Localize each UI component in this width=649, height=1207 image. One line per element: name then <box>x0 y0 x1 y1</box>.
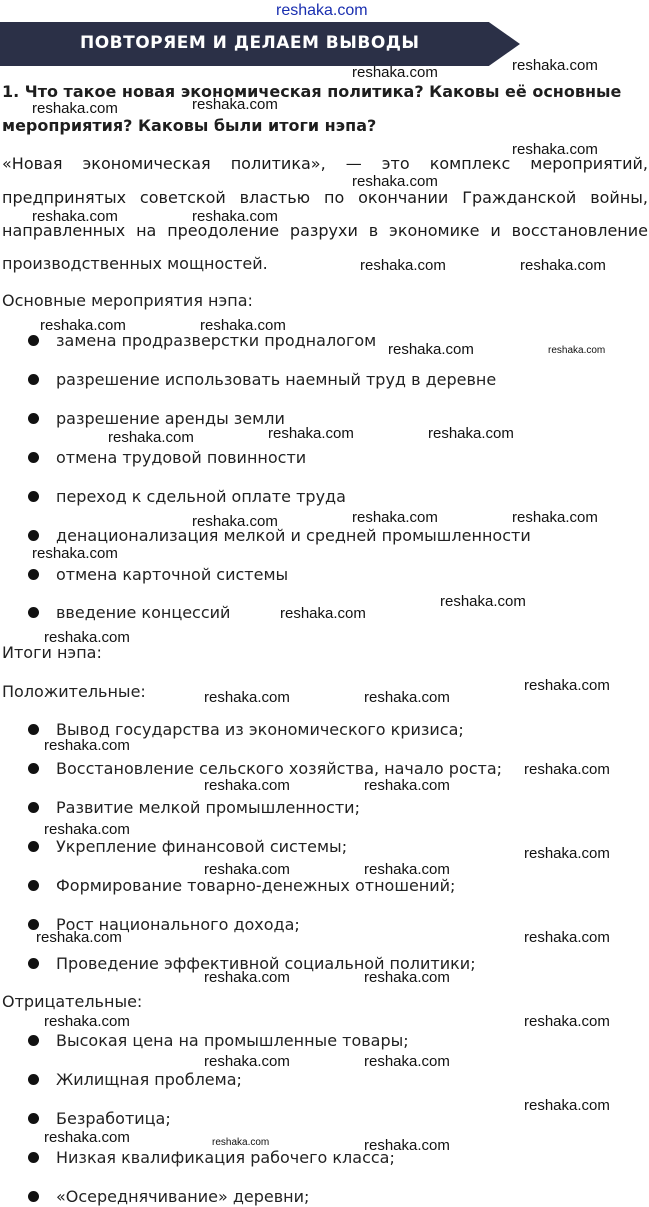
watermark: reshaka.com <box>512 509 598 526</box>
bullet-icon <box>28 841 39 852</box>
watermark: reshaka.com <box>364 1053 450 1070</box>
bullet-icon <box>28 724 39 735</box>
watermark: reshaka.com <box>360 257 446 274</box>
list-item: введение концессий <box>28 603 230 622</box>
measures-heading: Основные мероприятия нэпа: <box>2 291 253 310</box>
watermark: reshaka.com <box>440 593 526 610</box>
definition-line-2: предпринятых советской властью по окончании Гражданской войны, <box>2 188 648 207</box>
definition-line-4: производственных мощностей. <box>2 254 268 273</box>
watermark: reshaka.com <box>44 1013 130 1030</box>
watermark: reshaka.com <box>212 1137 270 1148</box>
watermark: reshaka.com <box>44 629 130 646</box>
watermark: reshaka.com <box>364 969 450 986</box>
list-item: Низкая квалификация рабочего класса; <box>28 1148 395 1167</box>
bullet-icon <box>28 1074 39 1085</box>
definition-line-3: направленных на преодоление разрухи в экономике и восстановление <box>2 221 648 240</box>
watermark: reshaka.com <box>352 173 438 190</box>
bullet-icon <box>28 491 39 502</box>
watermark: reshaka.com <box>44 737 130 754</box>
watermark: reshaka.com <box>524 1097 610 1114</box>
watermark: reshaka.com <box>40 317 126 334</box>
watermark: reshaka.com <box>192 96 278 113</box>
watermark: reshaka.com <box>44 1129 130 1146</box>
watermark: reshaka.com <box>352 64 438 81</box>
watermark: reshaka.com <box>524 761 610 778</box>
watermark: reshaka.com <box>192 513 278 530</box>
bullet-icon <box>28 880 39 891</box>
bullet-icon <box>28 335 39 346</box>
list-item: отмена трудовой повинности <box>28 448 306 467</box>
watermark: reshaka.com <box>364 1137 450 1154</box>
watermark: reshaka.com <box>36 929 122 946</box>
results-heading: Итоги нэпа: <box>2 643 102 662</box>
list-item: «Осереднячивание» деревни; <box>28 1187 309 1206</box>
watermark: reshaka.com <box>512 57 598 74</box>
list-item: Проведение эффективной социальной политики; <box>28 954 476 973</box>
watermark: reshaka.com <box>524 677 610 694</box>
watermark: reshaka.com <box>548 345 606 356</box>
list-item: Укрепление финансовой системы; <box>28 837 347 856</box>
watermark: reshaka.com <box>280 605 366 622</box>
list-item: Развитие мелкой промышленности; <box>28 798 360 817</box>
watermark: reshaka.com <box>108 429 194 446</box>
list-item: разрешение использовать наемный труд в деревне <box>28 370 496 389</box>
list-item: переход к сдельной оплате труда <box>28 487 346 506</box>
watermark: reshaka.com <box>524 929 610 946</box>
bullet-icon <box>28 802 39 813</box>
watermark: reshaka.com <box>204 777 290 794</box>
bullet-icon <box>28 607 39 618</box>
bullet-icon <box>28 763 39 774</box>
list-item: Формирование товарно-денежных отношений; <box>28 876 455 895</box>
watermark: reshaka.com <box>352 509 438 526</box>
bullet-icon <box>28 413 39 424</box>
positive-heading: Положительные: <box>2 682 146 701</box>
list-item: Высокая цена на промышленные товары; <box>28 1031 409 1050</box>
watermark: reshaka.com <box>388 341 474 358</box>
question-line-1: 1. Что такое новая экономическая политика? Каковы её основные <box>2 82 622 101</box>
watermark: reshaka.com <box>32 208 118 225</box>
watermark: reshaka.com <box>200 317 286 334</box>
watermark: reshaka.com <box>364 861 450 878</box>
list-item: денационализация мелкой и средней промышленности <box>28 526 531 545</box>
watermark: reshaka.com <box>204 1053 290 1070</box>
bullet-icon <box>28 958 39 969</box>
bullet-icon <box>28 1035 39 1046</box>
watermark: reshaka.com <box>364 689 450 706</box>
list-item: разрешение аренды земли <box>28 409 285 428</box>
watermark: reshaka.com <box>204 861 290 878</box>
watermark: reshaka.com <box>32 545 118 562</box>
question-line-2: мероприятия? Каковы были итоги нэпа? <box>2 116 377 135</box>
bullet-icon <box>28 530 39 541</box>
watermark: reshaka.com <box>204 969 290 986</box>
bullet-icon <box>28 569 39 580</box>
list-item: замена продразверстки продналогом <box>28 331 376 350</box>
list-item: отмена карточной системы <box>28 565 288 584</box>
bullet-icon <box>28 452 39 463</box>
site-url[interactable]: reshaka.com <box>276 2 368 19</box>
definition-line-1: «Новая экономическая политика», — это комплекс мероприятий, <box>2 154 648 173</box>
watermark: reshaka.com <box>524 1013 610 1030</box>
section-title: ПОВТОРЯЕМ И ДЕЛАЕМ ВЫВОДЫ <box>80 33 420 53</box>
watermark: reshaka.com <box>44 821 130 838</box>
list-item: Безработица; <box>28 1109 171 1128</box>
negative-heading: Отрицательные: <box>2 992 143 1011</box>
list-item: Восстановление сельского хозяйства, начало роста; <box>28 759 502 778</box>
watermark: reshaka.com <box>524 845 610 862</box>
watermark: reshaka.com <box>512 141 598 158</box>
list-item: Жилищная проблема; <box>28 1070 242 1089</box>
list-item: Вывод государства из экономического кризиса; <box>28 720 464 739</box>
watermark: reshaka.com <box>32 100 118 117</box>
bullet-icon <box>28 1113 39 1124</box>
watermark: reshaka.com <box>520 257 606 274</box>
bullet-icon <box>28 1191 39 1202</box>
bullet-icon <box>28 1152 39 1163</box>
bullet-icon <box>28 374 39 385</box>
list-item: Рост национального дохода; <box>28 915 300 934</box>
watermark: reshaka.com <box>204 689 290 706</box>
watermark: reshaka.com <box>192 208 278 225</box>
watermark: reshaka.com <box>268 425 354 442</box>
watermark: reshaka.com <box>428 425 514 442</box>
watermark: reshaka.com <box>364 777 450 794</box>
